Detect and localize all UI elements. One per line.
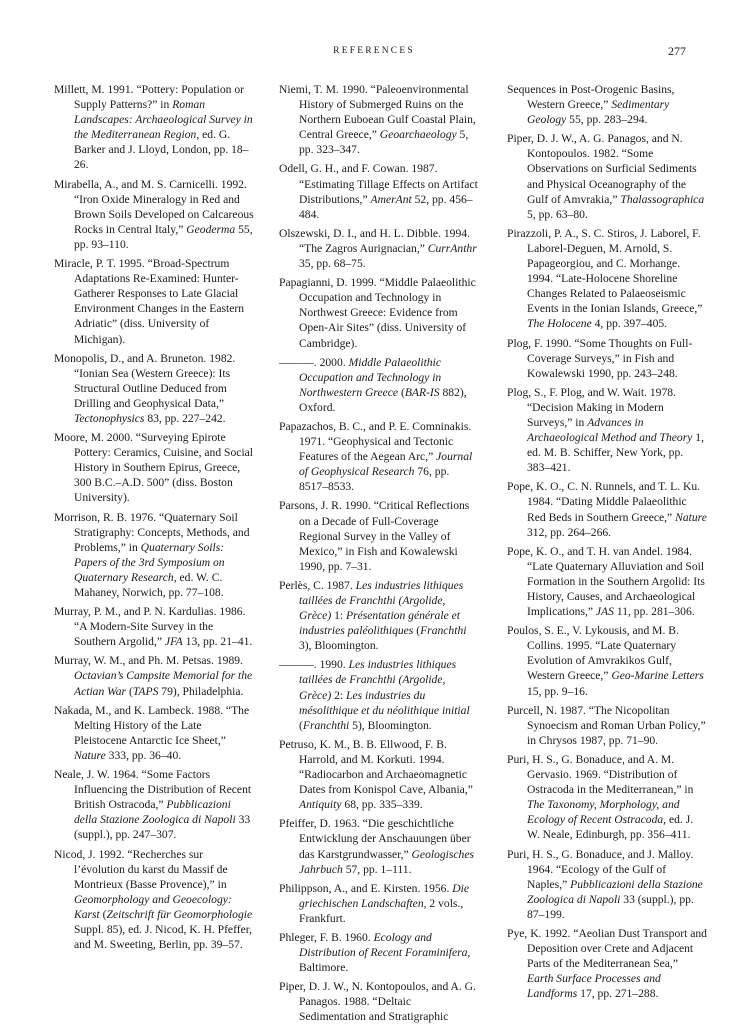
- reference-text: Phleger, F. B. 1960.: [279, 930, 374, 944]
- reference-entry: [507, 752, 707, 843]
- reference-italic-text: Pubblicazioni della Stazione Zoologica di Napoli: [74, 798, 236, 827]
- reference-text: Pope, K. O., and T. H. van Andel. 1984. “Late Quaternary Alluviation and Soil Formation in the Southern Argolid: Its History, Causes, and Archaeological Implications,”: [507, 544, 705, 619]
- reference-entry: [507, 336, 707, 381]
- reference-entry: [54, 604, 254, 649]
- reference-italic-text: Tectonophysics: [74, 411, 145, 425]
- reference-text: 13, pp. 21–41.: [182, 635, 253, 649]
- reference-text: 83, pp. 227–242.: [144, 411, 226, 425]
- reference-entry: [507, 847, 707, 922]
- reference-entry: [279, 275, 479, 350]
- reference-entry: [507, 544, 707, 619]
- reference-entry: [54, 510, 254, 601]
- reference-text: 68, pp. 335–339.: [341, 798, 423, 812]
- reference-column-3: [507, 82, 707, 1005]
- reference-italic-text: Pubblicazioni della Stazione Zoologica di Napoli: [527, 877, 703, 906]
- reference-italic-text: Les industries lithiques taillées de Franchthi (Argolide, Grèce): [299, 658, 457, 702]
- reference-italic-text: Geo-Marine Letters: [611, 669, 704, 683]
- reference-italic-text: Ecology and Distribution of Recent Foraminifera,: [299, 930, 471, 960]
- reference-text: Parsons, J. R. 1990. “Critical Reflections on a Decade of Full-Coverage Regional Survey in the Valley of Mexico,” in Fish and Kowalewski 1990, pp. 7–31.: [279, 499, 470, 573]
- reference-italic-text: The Taxonomy, Morphology, and Ecology of Recent Ostracoda,: [527, 798, 680, 827]
- reference-column-2: [279, 82, 479, 1029]
- reference-text: (: [126, 684, 133, 698]
- reference-column-1: [54, 82, 254, 956]
- reference-entry: [507, 479, 707, 539]
- reference-text: 79), Philadelphia.: [158, 684, 244, 698]
- reference-entry: [54, 653, 254, 698]
- reference-text: 333, pp. 36–40.: [105, 748, 182, 762]
- reference-italic-text: Les industries du mésolithique et du néolithique initial: [299, 688, 470, 717]
- reference-italic-text: Middle Palaeolithic Occupation and Technology in Northwestern Greece: [299, 355, 442, 399]
- reference-text: Piper, D. J. W., N. Kontopoulos, and A. G. Panagos. 1988. “Deltaic Sedimentation and Stratigraphic: [279, 980, 476, 1024]
- reference-text: Miracle, P. T. 1995. “Broad-Spectrum Adaptations Re-Examined: Hunter-Gatherer Responses to Late Glacial Environment Changes in the Eastern Adriatic” (diss. University of Michigan).: [54, 257, 245, 346]
- reference-italic-text: Roman Landscapes: Archaeological Survey in the Mediterranean Region,: [74, 98, 253, 142]
- reference-text: (: [299, 718, 303, 732]
- page-number: 277: [668, 44, 686, 58]
- reference-text: Odell, G. H., and F. Cowan. 1987. “Estimating Tillage Effects on Artifact Distributions,”: [279, 162, 478, 206]
- reference-text: Pirazzoli, P. A., S. C. Stiros, J. Laborel, F. Laborel-Deguen, M. Arnold, S. Papageorgiou, and C. Morhange. 1994. “Late-Holocene Shoreline Changes Related to Palaeoseismic Events in the Ionian Islands, Greece,”: [507, 226, 703, 316]
- reference-text: (: [99, 907, 107, 921]
- reference-text: ———. 2000.: [279, 355, 349, 369]
- reference-entry: [54, 767, 254, 842]
- reference-text: 57, pp. 1–111.: [342, 862, 412, 876]
- reference-entry: [279, 226, 479, 271]
- reference-text: Pope, K. O., C. N. Runnels, and T. L. Ku. 1984. “Dating Middle Palaeolithic Red Beds in Southern Greece,”: [507, 480, 701, 524]
- reference-italic-text: The Holocene: [527, 317, 592, 331]
- reference-italic-text: JFA: [164, 635, 183, 649]
- reference-text: Purcell, N. 1987. “The Nicopolitan Synoecism and Roman Urban Policy,” in Chrysos 1987, pp. 71–90.: [507, 703, 706, 747]
- reference-entry: [507, 226, 707, 332]
- reference-text: Perlès, C. 1987.: [279, 578, 356, 592]
- reference-italic-text: Franchthi: [302, 718, 350, 732]
- reference-text: ed. G. Barker and J. Lloyd, London, pp. 18–26.: [74, 128, 249, 172]
- reference-text: Philippson, A., and E. Kirsten. 1956.: [279, 881, 453, 895]
- reference-text: Pfeiffer, D. 1963. “Die geschichtliche Entwicklung der Anschauungen über das Karstgrundwasser,”: [279, 817, 471, 861]
- reference-entry: [279, 881, 479, 926]
- reference-italic-text: Nature: [74, 748, 106, 762]
- reference-text: Pye, K. 1992. “Aeolian Dust Transport and Deposition over Crete and Adjacent Parts of the Mediterranean Sea,”: [507, 926, 707, 971]
- reference-text: 4, pp. 397–405.: [591, 317, 668, 331]
- reference-text: (: [398, 385, 405, 399]
- reference-italic-text: Antiquity: [299, 798, 342, 812]
- reference-entry: [507, 385, 707, 476]
- reference-text: Niemi, T. M. 1990. “Paleoenvironmental History of Submerged Ruins on the Northern Euboean Gulf Coastal Plain, Central Greece,”: [279, 83, 476, 142]
- reference-text: ed. W. C. Mahaney, Norwich, pp. 77–108.: [74, 570, 224, 599]
- reference-entry: [507, 703, 707, 748]
- reference-entry: [507, 82, 707, 127]
- reference-entry: [279, 657, 479, 732]
- reference-text: Petruso, K. M., B. B. Ellwood, F. B. Harrold, and M. Korkuti. 1994. “Radiocarbon and Archaeomagnetic Dates from Konispol Cave, Albania,”: [279, 737, 473, 797]
- reference-text: 2:: [331, 688, 347, 702]
- reference-entry: [54, 177, 254, 252]
- reference-entry: [54, 351, 254, 426]
- reference-text: 3), Bloomington.: [299, 639, 379, 653]
- reference-entry: [54, 430, 254, 505]
- reference-italic-text: Les industries lithiques taillées de Franchthi (Argolide, Grèce): [299, 578, 464, 623]
- reference-text: Papazachos, B. C., and P. E. Comninakis. 1971. “Geophysical and Tectonic Features of the Aegean Arc,”: [279, 419, 472, 464]
- reference-entry: [279, 82, 479, 157]
- reference-text: 5), Bloomington.: [349, 718, 432, 732]
- reference-text: ed. J. W. Neale, Edinburgh, pp. 356–411.: [527, 813, 694, 842]
- reference-text: Poulos, S. E., V. Lykousis, and M. B. Collins. 1995. “Late Quaternary Evolution of Amvrakikos Gulf, Western Greece,”: [507, 624, 679, 683]
- reference-text: Monopolis, D., and A. Bruneton. 1982. “Ionian Sea (Western Greece): Its Structural Outline Deduced from Drilling and Geophysical Data,”: [54, 351, 236, 410]
- reference-italic-text: Octavian’s Campsite Memorial for the Actian War: [74, 669, 253, 698]
- reference-entry: [279, 419, 479, 494]
- reference-text: (: [413, 624, 421, 638]
- reference-text: 55, pp. 93–110.: [74, 222, 253, 251]
- reference-text: Nakada, M., and K. Lambeck. 1988. “The Melting History of the Late Pleistocene Antarctic Ice Sheet,”: [54, 703, 250, 747]
- reference-text: 5, pp. 323–347.: [299, 128, 469, 157]
- reference-text: 2 vols., Frankfurt.: [299, 896, 464, 925]
- reference-entry: [279, 578, 479, 653]
- reference-entry: [54, 256, 254, 347]
- reference-italic-text: Présentation générale et industries paléolithiques: [299, 609, 460, 638]
- reference-text: Murray, P. M., and P. N. Kardulias. 1986. “A Modern-Site Survey in the Southern Argolid,”: [54, 605, 246, 649]
- reference-entry: [279, 979, 479, 1024]
- reference-entry: [54, 847, 254, 953]
- reference-italic-text: Advances in Archaeological Method and Theory: [527, 415, 693, 445]
- reference-entry: [279, 498, 479, 573]
- reference-text: Plog, F. 1990. “Some Thoughts on Full-Coverage Surveys,” in Fish and Kowalewski 1990, pp. 243–248.: [507, 336, 693, 380]
- reference-text: 312, pp. 264–266.: [527, 525, 612, 539]
- reference-text: 33 (suppl.), pp. 247–307.: [74, 813, 251, 842]
- reference-text: Baltimore.: [299, 961, 349, 975]
- running-head: REFERENCES: [333, 46, 415, 56]
- reference-italic-text: CurrAnthr: [427, 241, 477, 255]
- reference-entry: [54, 82, 254, 173]
- reference-text: ———. 1990.: [279, 658, 349, 672]
- reference-text: Puri, H. S., G. Bonaduce, and J. Malloy. 1964. “Ecology of the Gulf of Naples,”: [507, 847, 694, 891]
- reference-text: 882), Oxford.: [299, 385, 467, 414]
- reference-text: Morrison, R. B. 1976. “Quaternary Soil Stratigraphy: Concepts, Methods, and Problems,” in: [54, 510, 250, 554]
- reference-italic-text: Geoarchaeology: [379, 128, 457, 142]
- reference-italic-text: Sedimentary Geology: [527, 98, 670, 127]
- reference-entry: [279, 930, 479, 975]
- reference-text: Piper, D. J. W., A. G. Panagos, and N. Kontopoulos. 1982. “Some Observations on Surficial Sediments and Physical Oceanography of the Gulf of Amvrakia,”: [507, 132, 697, 206]
- reference-text: Plog, S., F. Plog, and W. Wait. 1978. “Decision Making in Modern Surveys,” in: [507, 385, 676, 429]
- reference-text: Millett, M. 1991. “Pottery: Population or Supply Patterns?” in: [54, 83, 245, 112]
- reference-text: 76, pp. 8517–8533.: [299, 465, 450, 494]
- reference-italic-text: BAR-IS: [404, 385, 440, 399]
- reference-entry: [54, 703, 254, 763]
- reference-italic-text: Die griechischen Landschaften,: [299, 881, 470, 910]
- reference-italic-text: Zeitschrift für Geomorphologie: [106, 907, 253, 921]
- reference-italic-text: Geomorphology and Geoecology: Karst: [74, 892, 232, 921]
- reference-text: Olszewski, D. I., and H. L. Dibble. 1994. “The Zagros Aurignacian,”: [279, 226, 470, 255]
- reference-entry: [279, 161, 479, 221]
- reference-text: 55, pp. 283–294.: [566, 113, 648, 127]
- reference-entry: [279, 816, 479, 876]
- reference-italic-text: Nature: [675, 510, 707, 524]
- reference-italic-text: Geologisches Jahrbuch: [299, 847, 475, 876]
- reference-text: 17, pp. 271–288.: [577, 987, 659, 1001]
- reference-italic-text: Earth Surface Processes and Landforms: [527, 972, 661, 1001]
- reference-text: Sequences in Post-Orogenic Basins, Western Greece,”: [507, 83, 675, 112]
- reference-text: Murray, W. M., and Ph. M. Petsas. 1989.: [54, 654, 243, 668]
- reference-italic-text: JAS: [595, 605, 614, 619]
- reference-italic-text: Franchthi: [420, 624, 467, 638]
- reference-text: Nicod, J. 1992. “Recherches sur l’évolution du karst du Massif de Montrieux (Basse Provence),” in: [54, 847, 228, 891]
- reference-entry: [279, 737, 479, 812]
- reference-text: Papagianni, D. 1999. “Middle Palaeolithic Occupation and Technology in Northwest Greece: Evidence from Open-Air Sites” (diss. University of Cambridge).: [279, 276, 476, 350]
- reference-italic-text: Thalassographica: [620, 192, 705, 206]
- reference-italic-text: AmerAnt: [370, 192, 412, 206]
- reference-italic-text: TAPS: [132, 684, 159, 698]
- reference-text: Neale, J. W. 1964. “Some Factors Influencing the Distribution of Recent British Ostracoda,”: [54, 768, 252, 812]
- reference-text: 35, pp. 68–75.: [299, 257, 366, 271]
- reference-text: 15, pp. 9–16.: [527, 684, 588, 698]
- reference-text: Mirabella, A., and M. S. Carnicelli. 1992. “Iron Oxide Mineralogy in Red and Brown Soils Developed on Calcareous Rocks in Central Italy,”: [54, 177, 254, 236]
- reference-text: Suppl. 85), ed. J. Nicod, K. H. Pfeffer, and M. Sweeting, Berlin, pp. 39–57.: [74, 922, 253, 952]
- reference-entry: [507, 623, 707, 698]
- reference-text: 5, pp. 63–80.: [527, 207, 588, 221]
- reference-text: Moore, M. 2000. “Surveying Epirote Pottery: Ceramics, Cuisine, and Social History in Southern Epirus, Greece, 300 B.C.–A.D. 500” (diss. Boston University).: [54, 431, 254, 505]
- reference-entry: [279, 355, 479, 415]
- reference-text: 11, pp. 281–306.: [613, 605, 695, 619]
- reference-text: 1:: [331, 609, 347, 623]
- reference-text: 33 (suppl.), pp. 87–199.: [527, 892, 694, 921]
- reference-text: 52, pp. 456–484.: [299, 192, 473, 221]
- reference-italic-text: Quaternary Soils: Papers of the 3rd Symposium on Quaternary Research,: [74, 540, 225, 584]
- reference-italic-text: Geoderma: [186, 222, 236, 236]
- reference-italic-text: Journal of Geophysical Research: [299, 450, 473, 479]
- reference-text: 1, ed. M. B. Schiffer, New York, pp. 383–421.: [527, 431, 704, 475]
- reference-entry: [507, 926, 707, 1001]
- reference-entry: [507, 131, 707, 222]
- reference-text: Puri, H. S., G. Bonaduce, and A. M. Gervasio. 1969. “Distribution of Ostracoda in the Mediterranean,” in: [507, 752, 694, 797]
